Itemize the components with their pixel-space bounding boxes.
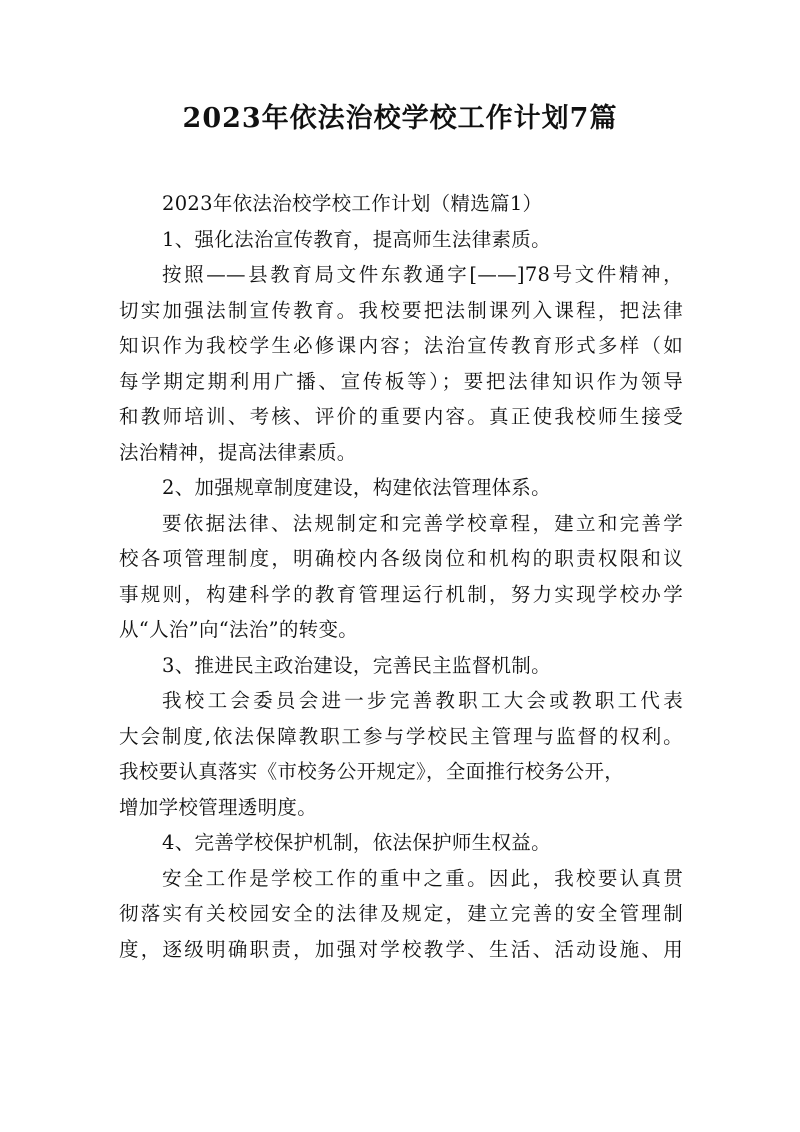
- paragraph-line: 我校工会委员会进一步完善教职工大会或教职工代表: [162, 689, 683, 712]
- item-heading: 3、推进民主政治建设，完善民主监督机制。: [162, 653, 551, 677]
- page-title: 2023年依法治校学校工作计划7篇: [182, 103, 618, 134]
- item-heading: 2、加强规章制度建设，构建依法管理体系。: [162, 476, 551, 499]
- paragraph-line: 校各项管理制度，明确校内各级岗位和机构的职责权限和议: [119, 547, 683, 570]
- paragraph-line: 要依据法律、法规制定和完善学校章程，建立和完善学: [162, 511, 683, 535]
- paragraph-line: 度，逐级明确职责，加强对学校教学、生活、活动设施、用: [119, 937, 683, 961]
- paragraph-line: 法治精神，提高法律素质。: [119, 440, 357, 464]
- paragraph-line: 切实加强法制宣传教育。我校要把法制课列入课程，把法律: [119, 298, 683, 322]
- paragraph-line: 和教师培训、考核、评价的重要内容。真正使我校师生接受: [119, 405, 683, 428]
- document-body: [119, 186, 683, 967]
- paragraph-line: 大会制度,依法保障教职工参与学校民主管理与监督的权利。: [119, 724, 683, 748]
- item-heading: 4、完善学校保护机制，依法保护师生权益。: [162, 831, 551, 854]
- paragraph-line: 增加学校管理透明度。: [119, 795, 318, 819]
- paragraph-line: 彻落实有关校园安全的法律及规定，建立完善的安全管理制: [119, 902, 683, 925]
- paragraph-line: 知识作为我校学生必修课内容；法治宣传教育形式多样（如: [119, 334, 683, 357]
- section-heading: 2023年依法治校学校工作计划（精选篇1）: [162, 192, 543, 215]
- paragraph-line: 从“人治”向“法治”的转变。: [119, 618, 359, 641]
- paragraph-line: 我校要认真落实《市校务公开规定》，全面推行校务公开，: [119, 760, 625, 783]
- item-heading: 1、强化法治宣传教育，提高师生法律素质。: [162, 227, 551, 251]
- paragraph-line: 每学期定期利用广播、宣传板等）；要把法律知识作为领导: [119, 369, 683, 393]
- paragraph-line: 按照——县教育局文件东教通字[——]78号文件精神，: [162, 263, 683, 286]
- paragraph-line: 事规则，构建科学的教育管理运行机制，努力实现学校办学: [119, 582, 683, 606]
- paragraph-line: 安全工作是学校工作的重中之重。因此，我校要认真贯: [162, 866, 683, 890]
